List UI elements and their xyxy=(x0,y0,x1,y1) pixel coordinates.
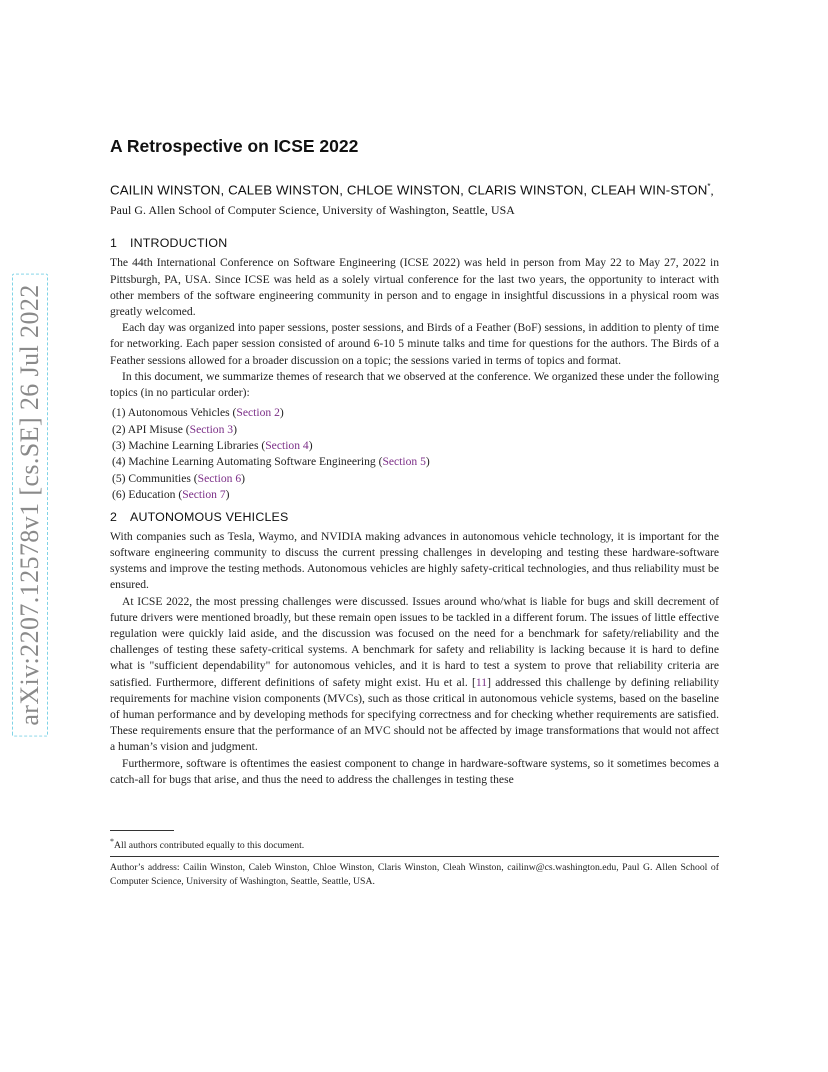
arxiv-sidebar xyxy=(8,255,52,755)
section-link[interactable]: Section 4 xyxy=(265,439,309,453)
footnote-rule xyxy=(110,830,174,831)
section-title: AUTONOMOUS VEHICLES xyxy=(130,509,289,524)
section-link[interactable]: Section 7 xyxy=(182,488,226,502)
footnote-mark: * xyxy=(110,837,114,846)
paper-body xyxy=(110,136,719,788)
list-item: (6) Education (Section 7) xyxy=(112,488,230,502)
intro-paragraph-1: The 44th International Conference on Software Engineering (ICSE 2022) was held in person from May 22 to May 27, 2022 in Pittsburgh, PA, USA. Since ICSE was held as a solely virtual conference for the last two years, the opportunity to interact with other members of the software engineering community in person and to engage in insightful discussions in a physical room was greatly welcomed. xyxy=(110,256,719,319)
list-item: (2) API Misuse (Section 3) xyxy=(112,422,237,436)
section-number: 1 xyxy=(110,236,118,251)
author-affiliation: , Paul G. Allen School of Computer Science, University of Washington, Seattle, USA xyxy=(110,183,714,218)
topic-list xyxy=(112,405,719,503)
intro-paragraph-2: Each day was organized into paper sessions, poster sessions, and Birds of a Feather (BoF) sessions, in addition to plenty of time for networking. Each paper session consisted of around 6-10 5 minute talks and time for questions for the authors. The Birds of a Feather sessions allowed for a broader discussion on a topic; the sessions varied in terms of topics and format. xyxy=(110,321,719,367)
av-paragraph-1: With companies such as Tesla, Waymo, and NVIDIA making advances in autonomous vehicle technology, it is important for the software engineering community to discuss the current pressing challenges in developing and testing these hardware-software systems and improve the testing methods. Autonomous vehicles are highly safety-critical technologies, and thus reliability must be ensured. xyxy=(110,529,719,592)
list-item: (1) Autonomous Vehicles (Section 2) xyxy=(112,406,284,420)
list-item: (5) Communities (Section 6) xyxy=(112,471,246,485)
section-title: INTRODUCTION xyxy=(130,236,228,251)
section-link[interactable]: Section 6 xyxy=(197,471,242,485)
author-names: CAILIN WINSTON, CALEB WINSTON, CHLOE WINSTON, CLARIS WINSTON, CLEAH WIN-STON xyxy=(110,182,708,198)
av-paragraph-3: Furthermore, software is oftentimes the easiest component to change in hardware-software systems, so it sometimes becomes a catch-all for bugs that arise, and thus the need to address the challenges in testing these xyxy=(110,756,719,786)
section-number: 2 xyxy=(110,509,118,524)
list-item: (3) Machine Learning Libraries (Section 4) xyxy=(112,439,313,453)
citation-link[interactable]: 11 xyxy=(475,675,488,689)
list-item: (4) Machine Learning Automating Software Engineering (Section 5) xyxy=(112,455,430,469)
footnote xyxy=(110,830,719,852)
section-heading-introduction xyxy=(110,236,719,250)
section-link[interactable]: Section 5 xyxy=(382,455,426,469)
author-address xyxy=(110,856,719,890)
av-paragraph-2: At ICSE 2022, the most pressing challenges were discussed. Issues around who/what is liable for bugs and skill decrement of future drivers were mentioned broadly, but these remain open issues to be tackled in a different forum. The issues of little effective regulation were quickly laid aside, and the discussion was focused on the need for a benchmark for safety/reliability and the challenges of testing these safety-critical systems. A benchmark for safety and reliability is lacking because it is hard to define what is "sufficient dependability" for autonomous vehicles, and it is hard to test a system to prove that reliability criteria are satisfied. Furthermore, different definitions of safety might exist. Hu et al. [11] addressed this challenge by defining reliability requirements for machine vision components (MVCs), such as those critical in autonomous vehicle systems, based on the baseline of human performance and by developing methods for specifying correctness and for checking whether requirements are satisfied. These requirements ensure that the performance of an MVC should not be affected by image transformations that would not affect a human’s vision and judgment. xyxy=(110,594,719,754)
footnote-marker[interactable]: * xyxy=(707,182,711,191)
author-address-text: Author’s address: Cailin Winston, Caleb Winston, Chloe Winston, Claris Winston, Cleah Winston, cailinw@cs.washington.edu, Paul G. Allen School of Computer Science, University of Washington, Seattle, Seattle, USA. xyxy=(110,862,719,888)
section-link[interactable]: Section 3 xyxy=(189,422,234,436)
author-block xyxy=(110,177,719,220)
arxiv-identifier[interactable]: arXiv:2207.12578v1 [cs.SE] 26 Jul 2022 xyxy=(12,273,48,736)
paper-title: A Retrospective on ICSE 2022 xyxy=(110,136,359,156)
section-heading-autonomous-vehicles xyxy=(110,510,719,524)
section-link[interactable]: Section 2 xyxy=(236,406,280,420)
intro-paragraph-3: In this document, we summarize themes of research that we observed at the conference. We organized these under the following topics (in no particular order): xyxy=(110,369,719,400)
footnote-text: All authors contributed equally to this document. xyxy=(114,840,305,852)
